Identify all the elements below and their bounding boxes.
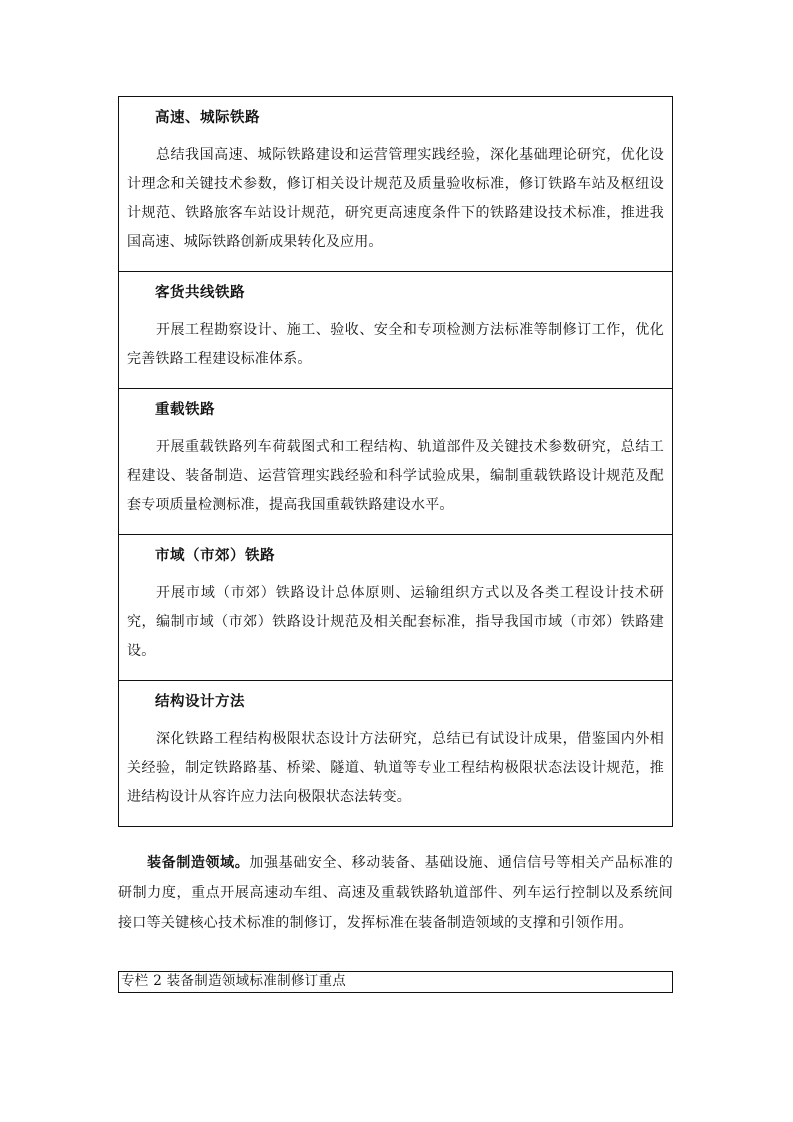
section-title: 高速、城际铁路 <box>155 110 260 126</box>
section-structural-design <box>119 681 672 826</box>
section-high-speed-intercity <box>119 97 672 272</box>
section-title: 市域（市郊）铁路 <box>155 548 275 564</box>
section-body: 开展工程勘察设计、施工、验收、安全和专项检测方法标准等制修订工作，优化完善铁路工程建设标准体系。 <box>127 322 664 367</box>
section-body: 深化铁路工程结构极限状态设计方法研究，总结已有试设计成果，借鉴国内外相关经验，制定铁路路基、桥梁、隧道、轨道等专业工程结构极限状态法设计规范，推进结构设计从容许应力法向极限状态法转变。 <box>127 731 664 805</box>
section-body: 开展市域（市郊）铁路设计总体原则、运输组织方式以及各类工程设计技术研究，编制市域（市郊）铁路设计规范及相关配套标准，指导我国市域（市郊）铁路建设。 <box>127 585 664 659</box>
section-title: 重载铁路 <box>155 402 215 418</box>
column-caption: 专栏 2 装备制造领域标准制修订重点 <box>118 971 673 993</box>
section-title: 客货共线铁路 <box>155 285 245 301</box>
section-suburban <box>119 535 672 681</box>
column-box-table <box>118 96 673 827</box>
section-body: 总结我国高速、城际铁路建设和运营管理实践经验，深化基础理论研究，优化设计理念和关键技术参数，修订相关设计规范及质量验收标准，修订铁路车站及枢纽设计规范、铁路旅客车站设计规范，研究更高速度条件下的铁路建设技术标准，推进我国高速、城际铁路创新成果转化及应用。 <box>127 147 664 250</box>
paragraph-text: 加强基础安全、移动装备、基础设施、通信信号等相关产品标准的研制力度，重点开展高速动车组、高速及重载铁路轨道部件、列车运行控制以及系统间接口等关键核心技术标准的制修订，发挥标准在装备制造领域的支撑和引领作用。 <box>118 855 673 931</box>
section-heavy-haul <box>119 389 672 535</box>
equipment-paragraph <box>118 848 673 938</box>
paragraph-lead: 装备制造领域。 <box>147 855 250 871</box>
section-mixed-passenger-freight <box>119 272 672 389</box>
section-title: 结构设计方法 <box>155 694 245 710</box>
section-body: 开展重载铁路列车荷载图式和工程结构、轨道部件及关键技术参数研究，总结工程建设、装备制造、运营管理实践经验和科学试验成果，编制重载铁路设计规范及配套专项质量检测标准，提高我国重载铁路建设水平。 <box>127 439 664 513</box>
